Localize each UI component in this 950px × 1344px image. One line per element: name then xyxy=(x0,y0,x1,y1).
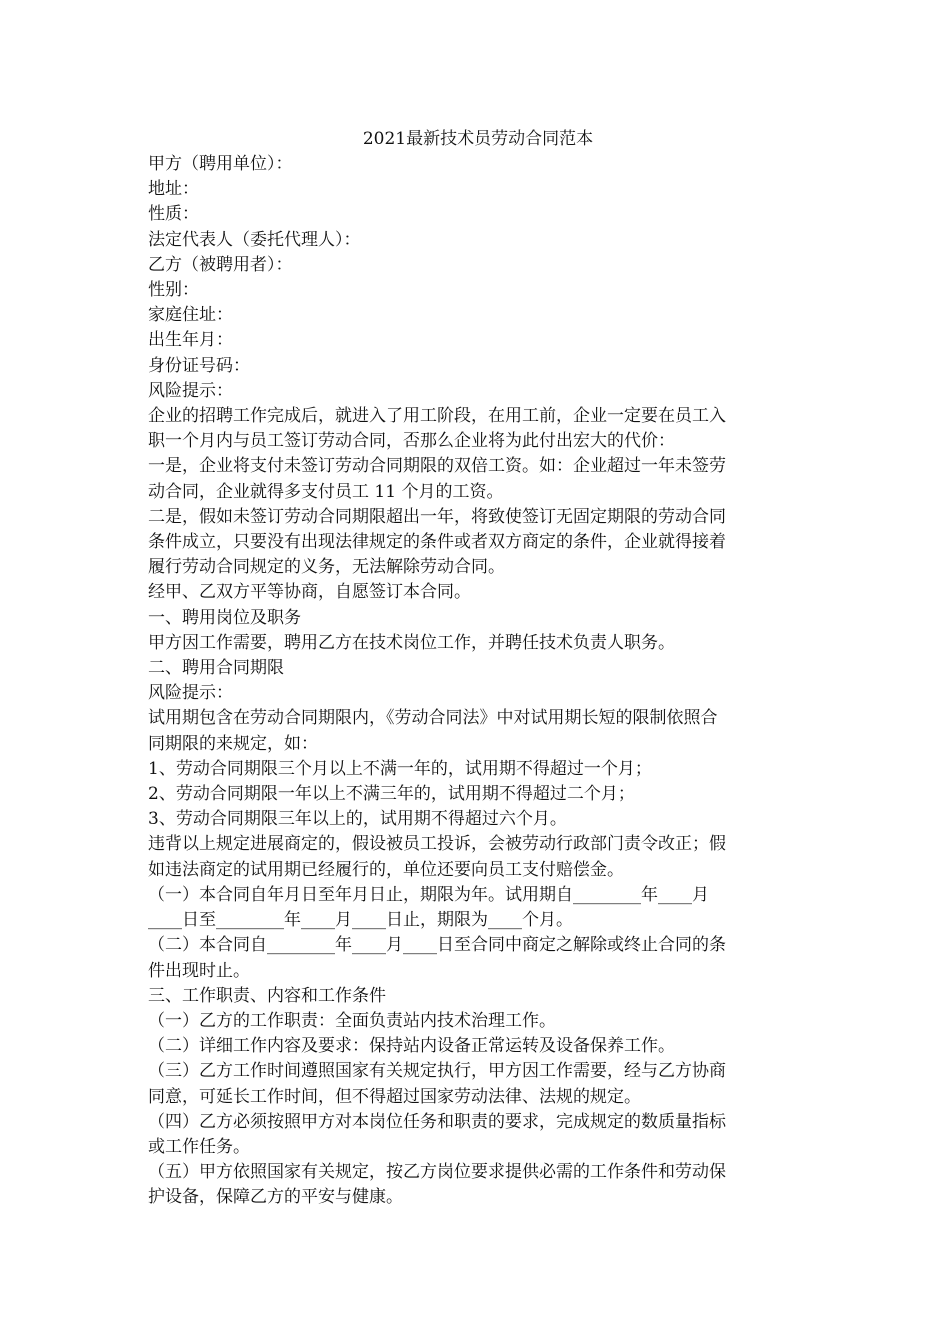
text-line: 甲方（聘用单位）： xyxy=(148,154,293,174)
document-page xyxy=(148,126,808,1211)
text-line: （四）乙方必须按照甲方对本岗位任务和职责的要求，完成规定的数质量指标 xyxy=(148,1111,726,1132)
text-line: 经甲、乙双方平等协商，自愿签订本合同。 xyxy=(148,582,471,603)
text-line: 或工作任务。 xyxy=(148,1136,250,1157)
text-line: （三）乙方工作时间遵照国家有关规定执行，甲方因工作需要，经与乙方协商 xyxy=(148,1061,726,1082)
text-line: 乙方（被聘用者）： xyxy=(148,254,293,275)
text-line: 企业的招聘工作完成后，就进入了用工阶段，在用工前，企业一定要在员工入 xyxy=(148,406,726,427)
text-line: 试用期包含在劳动合同期限内，《劳动合同法》中对试用期长短的限制依照合 xyxy=(148,708,718,729)
text-line: 性别： xyxy=(148,280,199,301)
text-line: 条件成立，只要没有出现法律规定的条件或者双方商定的条件，企业就得接着 xyxy=(148,532,726,553)
text-line: 法定代表人（委托代理人）： xyxy=(148,229,361,250)
text-line: （一）本合同自年月日至年月日止，期限为年。试用期自________年____月 xyxy=(148,884,709,905)
text-line: 风险提示： xyxy=(148,380,233,401)
text-line: 甲方因工作需要，聘用乙方在技术岗位工作，并聘任技术负责人职务。 xyxy=(148,632,675,653)
text-line: 职一个月内与员工签订劳动合同，否那么企业将为此付出宏大的代价： xyxy=(148,431,675,452)
text-line: 二是，假如未签订劳动合同期限超出一年，将致使签订无固定期限的劳动合同 xyxy=(148,506,726,527)
section-heading: 一、聘用岗位及职务 xyxy=(148,607,301,628)
text-line: 性质： xyxy=(148,204,199,225)
text-line: 动合同，企业就得多支付员工 11 个月的工资。 xyxy=(148,481,504,502)
section-heading: 二、聘用合同期限 xyxy=(148,658,284,679)
text-line: 家庭住址： xyxy=(148,305,233,326)
document-title: 2021最新技术员劳动合同范本 xyxy=(362,129,594,149)
text-line: 同期限的来规定，如： xyxy=(148,733,318,754)
text-line: 地址： xyxy=(148,179,199,200)
text-line: ____日至________年____月____日止，期限为____个月。 xyxy=(148,910,573,931)
text-line: 如违法商定的试用期已经履行的，单位还要向员工支付赔偿金。 xyxy=(148,859,624,880)
text-line: （五）甲方依照国家有关规定，按乙方岗位要求提供必需的工作条件和劳动保 xyxy=(148,1162,726,1183)
text-line: 同意，可延长工作时间，但不得超过国家劳动法律、法规的规定。 xyxy=(148,1086,641,1107)
document-body xyxy=(148,152,808,1211)
text-line: 件出现时止。 xyxy=(148,960,250,981)
text-line: （二）本合同自________年____月____日至合同中商定之解除或终止合同的条 xyxy=(148,935,726,956)
text-line: 护设备，保障乙方的平安与健康。 xyxy=(148,1187,403,1208)
text-line: 履行劳动合同规定的义务，无法解除劳动合同。 xyxy=(148,557,505,578)
text-line: （一）乙方的工作职责：全面负责站内技术治理工作。 xyxy=(148,1010,556,1031)
text-line: 一是，企业将支付未签订劳动合同期限的双倍工资。如：企业超过一年未签劳 xyxy=(148,456,726,477)
text-line: 出生年月： xyxy=(148,330,233,351)
text-line: （二）详细工作内容及要求：保持站内设备正常运转及设备保养工作。 xyxy=(148,1036,675,1057)
section-heading: 三、工作职责、内容和工作条件 xyxy=(148,985,386,1006)
list-item: 2、劳动合同期限一年以上不满三年的，试用期不得超过二个月； xyxy=(148,784,635,805)
text-line: 违背以上规定进展商定的，假设被员工投诉，会被劳动行政部门责令改正；假 xyxy=(148,834,726,855)
list-item: 3、劳动合同期限三年以上的，试用期不得超过六个月。 xyxy=(148,809,567,830)
list-item: 1、劳动合同期限三个月以上不满一年的，试用期不得超过一个月； xyxy=(148,758,652,779)
text-line: 身份证号码： xyxy=(148,355,250,376)
text-line: 风险提示： xyxy=(148,683,233,704)
